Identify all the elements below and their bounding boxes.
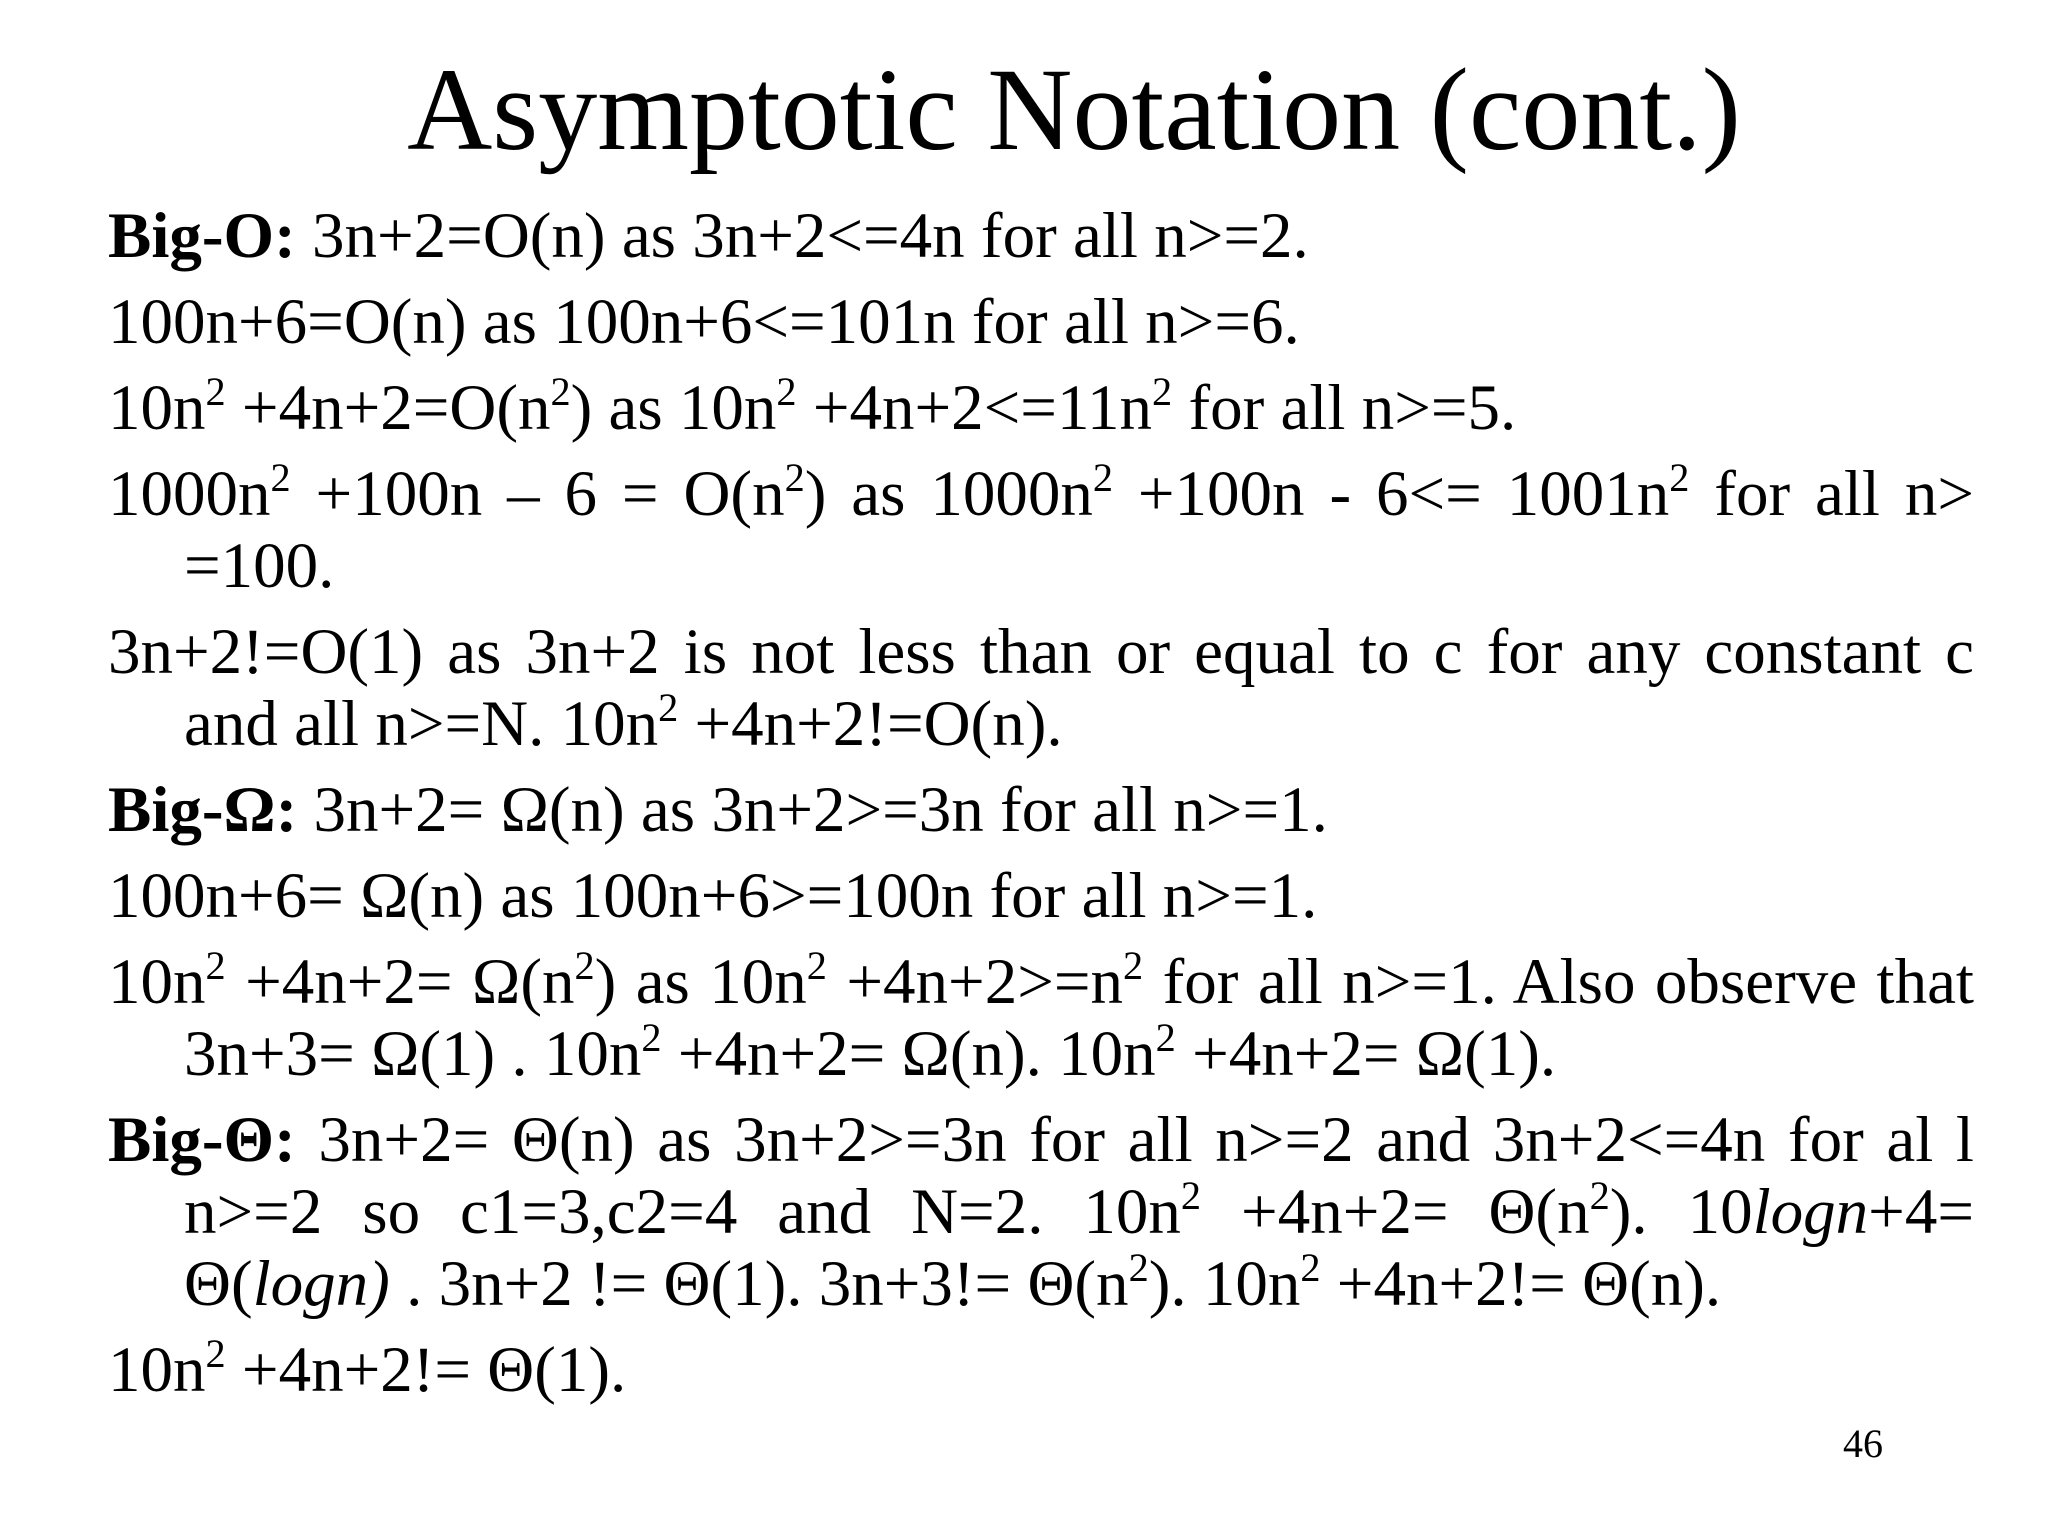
line-text: 3n+2=O(n) as 3n+2<=4n for all n>=2. (295, 200, 1309, 272)
superscript: 2 (205, 368, 226, 414)
line-text: +100n – 6 = O(n (290, 458, 785, 530)
slide-title: Asymptotic Notation (cont.) (407, 44, 1741, 175)
line-text: +4n+2!=O(n). (678, 688, 1063, 760)
line-text: +4n+2= Ω(1). (1175, 1018, 1557, 1090)
line-text: for all n>=1. Also observe that 3n+3= Ω(1) . 10n (184, 946, 1974, 1090)
notation-line (108, 774, 1974, 846)
line-text: 1000n (108, 458, 271, 530)
notation-line (108, 454, 1975, 602)
line-text: +4n+2= Ω(n). 10n (661, 1018, 1156, 1090)
superscript: 2 (205, 942, 226, 988)
line-text: 10n (108, 1334, 206, 1406)
superscript: 2 (1128, 1244, 1149, 1290)
line-text: 10n (108, 372, 206, 444)
superscript: 2 (1092, 454, 1113, 500)
line-text: +4= Θ( (184, 1176, 1974, 1320)
line-text: +4n+2= Θ(n (1201, 1176, 1590, 1248)
superscript: 2 (574, 942, 595, 988)
notation-line (108, 368, 1974, 444)
superscript: 2 (641, 1014, 662, 1060)
notation-line (108, 616, 1974, 760)
line-text: +4n+2<=11n (796, 372, 1153, 444)
superscript: 2 (1155, 1014, 1176, 1060)
page-number: 46 (1843, 1421, 1883, 1466)
notation-label: Big-Ω: (108, 774, 298, 846)
superscript: 2 (776, 368, 797, 414)
superscript: 2 (550, 368, 571, 414)
notation-line (108, 860, 1974, 932)
notation-label: Big-Θ: (108, 1104, 296, 1176)
notation-label: Big-O: (108, 200, 296, 272)
superscript: 2 (658, 684, 679, 730)
line-text: +100n - 6<= 1001n (1113, 458, 1670, 530)
superscript: 2 (205, 1330, 226, 1376)
superscript: 2 (1152, 368, 1173, 414)
italic-text: logn) (252, 1248, 390, 1320)
superscript: 2 (806, 942, 827, 988)
line-text: +4n+2!= Θ(1). (225, 1334, 627, 1406)
notation-line (108, 286, 1974, 358)
line-text: ). 10n (1148, 1248, 1301, 1320)
line-text: ) as 10n (594, 946, 807, 1018)
notation-line (108, 1330, 1974, 1406)
line-text: for all n>=5. (1172, 372, 1517, 444)
line-text: . 3n+2 != Θ(1). 3n+3!= Θ(n (389, 1248, 1129, 1320)
line-text: ) as 1000n (804, 458, 1093, 530)
line-text: 3n+2= Ω(n) as 3n+2>=3n for all n>=1. (297, 774, 1328, 846)
superscript: 2 (1300, 1244, 1321, 1290)
line-text: 100n+6= Ω(n) as 100n+6>=100n for all n>=1. (108, 860, 1318, 932)
superscript: 2 (1669, 454, 1690, 500)
superscript: 2 (1180, 1172, 1202, 1218)
line-text: +4n+2>=n (826, 946, 1124, 1018)
line-text: +4n+2!= Θ(n). (1320, 1248, 1722, 1320)
line-text: 100n+6=O(n) as 100n+6<=101n for all n>=6. (108, 286, 1300, 358)
line-text: 10n (108, 946, 206, 1018)
slide-body (108, 200, 1974, 1420)
superscript: 2 (270, 454, 291, 500)
line-text: ). 10 (1609, 1176, 1753, 1248)
notation-line (108, 942, 1974, 1090)
line-text: 3n+2= Θ(n) as 3n+2>=3n for all n>=2 and 3n+2<=4n for al l n>=2 so c1=3,c2=4 and N=2. 10n (184, 1104, 1974, 1248)
italic-text: logn (1752, 1176, 1869, 1248)
line-text: +4n+2= Ω(n (225, 946, 575, 1018)
superscript: 2 (1123, 942, 1144, 988)
line-text: for all n> =100. (184, 458, 1975, 602)
notation-line (108, 1104, 1974, 1320)
line-text: ) as 10n (570, 372, 777, 444)
superscript: 2 (784, 454, 805, 500)
line-text: 3n+2!=O(1) as 3n+2 is not less than or equal to c for any constant c and all n>=N. 10n (108, 616, 1974, 760)
line-text: +4n+2=O(n (225, 372, 551, 444)
superscript: 2 (1589, 1172, 1610, 1218)
notation-line (108, 200, 1974, 272)
